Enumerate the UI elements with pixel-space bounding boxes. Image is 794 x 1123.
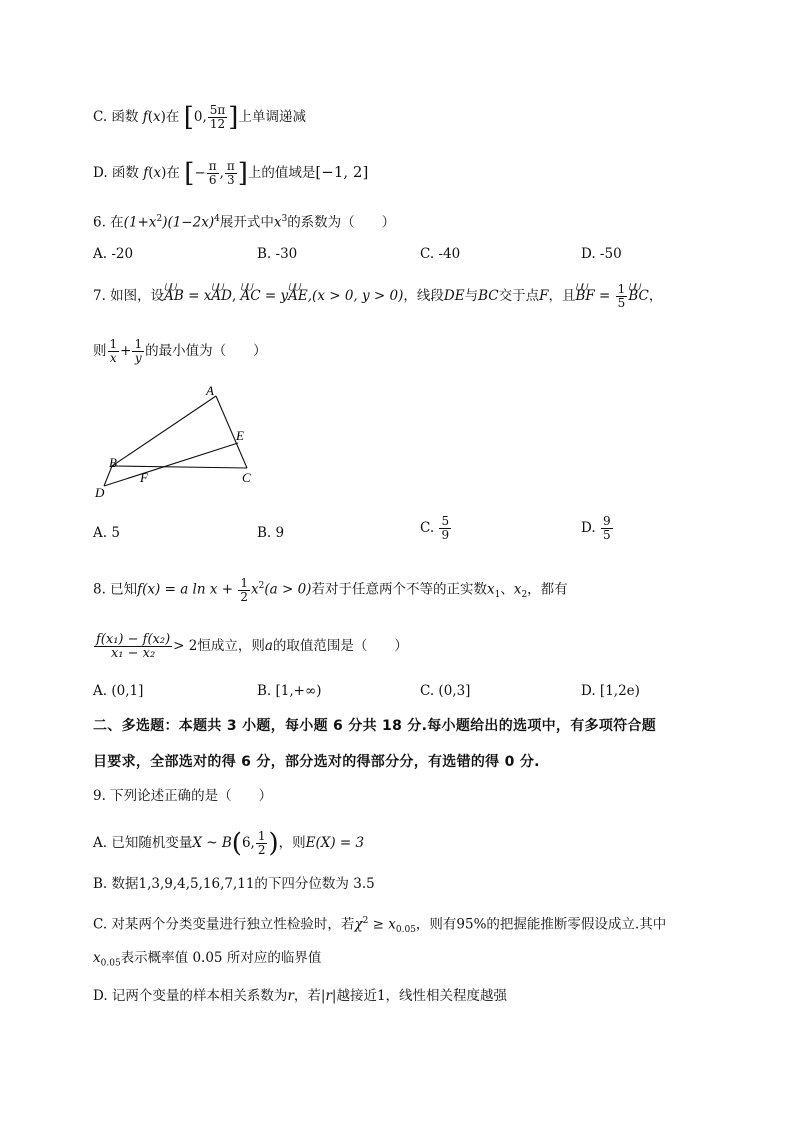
text: 上单调递减 [238,109,306,125]
interval-left: 0, [193,109,207,125]
math-x: x [153,165,162,181]
triangle-figure [90,380,270,500]
section-2-heading-line1: 二、多选题：本题共 3 小题，每小题 6 分共 18 分.每小题给出的选项中，有多项符合题 [93,718,657,734]
q6-option-c: C. -40 [420,246,461,262]
fraction: $\frac{\pi}{6}$ [208,159,217,187]
label-b: B [109,455,117,470]
q9-option-c-line2: $x_{0.05}$表示概率值 0.05 所对应的临界值 [93,950,322,969]
q6-option-d: D. -50 [581,246,622,262]
q7-option-c: C. $\frac{5}{9}$ [420,514,450,542]
question-6: 6. 在$(1+x^2)(1-2x)^4$展开式中$x^3$的系数为（ ） [93,214,396,231]
text: C. 函数 [93,109,139,125]
label-c: C [242,470,251,485]
math-f: f [142,109,148,125]
text: 在 [165,109,180,125]
section-2-heading-line2: 目要求，全部选对的得 6 分，部分选对的得部分分，有选错的得 0 分. [93,754,540,770]
question-7-line2: 则 $\frac{1}{x}$ + $\frac{1}{y}$ 的最小值为（ ） [93,337,267,365]
q6-option-a: A. -20 [93,246,134,262]
math-x: x [153,109,161,125]
label-d: D [95,485,105,500]
q7-option-a: A. 5 [93,525,120,541]
q7-option-b: B. 9 [257,525,285,541]
q9-option-b: B. 数据1,3,9,4,5,16,7,11的下四分位数为 3.5 [93,876,375,892]
math-f: f [143,165,149,181]
q9-option-d: D. 记两个变量的样本相关系数为r，若|r|越接近1，线性相关程度越强 [93,988,508,1004]
question-8-line2: $\frac{\text{f(x₁) − f(x₂)}}{\text{x₁ − x₂}}$ > 2恒成立，则a的取值范围是（ ） [96,632,408,661]
range: [−1, 2] [315,163,369,181]
text: D. 函数 [93,165,139,181]
q6-option-b: B. -30 [257,246,298,262]
q9-option-c-line1: C. 对某两个分类变量进行独立性检验时，若$\chi^2 \ge x_{0.05}$，则有95%的把握能推断零假设成立.其中 [93,916,667,936]
label-a: A [206,383,214,398]
fraction: $\frac{\pi}{3}$ [226,159,235,187]
q7-option-d: D. $\frac{9}{5}$ [581,514,611,542]
q8-option-b: B. [1,+∞) [257,683,322,699]
text: 上的值域是 [247,165,316,181]
q8-option-a: A. (0,1] [93,683,144,699]
question-7-line1: 7. 如图，设⋃⋃ AB = x⋃⋃ AD, ⋃⋃ AC = y⋃⋃ AE,(x > 0, y > 0)，线段DE与BC交于点F，且⋃⋃ BF = $\frac{1}{5}$ ⋃⋃ BC， [93,283,734,310]
q9-option-a: A. 已知随机变量X ~ B(6, $\frac{1}{2}$ )，则E(X) = 3 [93,828,365,859]
text: 在 [166,165,180,181]
label-f: F [140,470,148,485]
fraction: $\frac{5\pi}{12}$ [209,103,226,131]
q8-option-c: C. (0,3] [420,683,471,699]
option-c-line: C. 函数 f(x)在 [0, $\frac{5\pi}{12}$ ]上单调递减 [93,102,306,133]
question-8-line1: 8. 已知f(x) = a ln x + $\frac{1}{2}$ $x^2(a > 0)$若对于任意两个不等的正实数$x_1$、$x_2$，都有 [93,575,568,604]
option-d-line: D. 函数 f(x)在 [− $\frac{\pi}{6}$ , $\frac{\pi}{3}$ ]上的值域是[−1, 2] [93,158,369,189]
question-9-stem: 9. 下列论述正确的是（ ） [93,788,273,804]
label-e: E [236,428,244,443]
q8-option-d: D. [1,2e) [581,683,640,699]
